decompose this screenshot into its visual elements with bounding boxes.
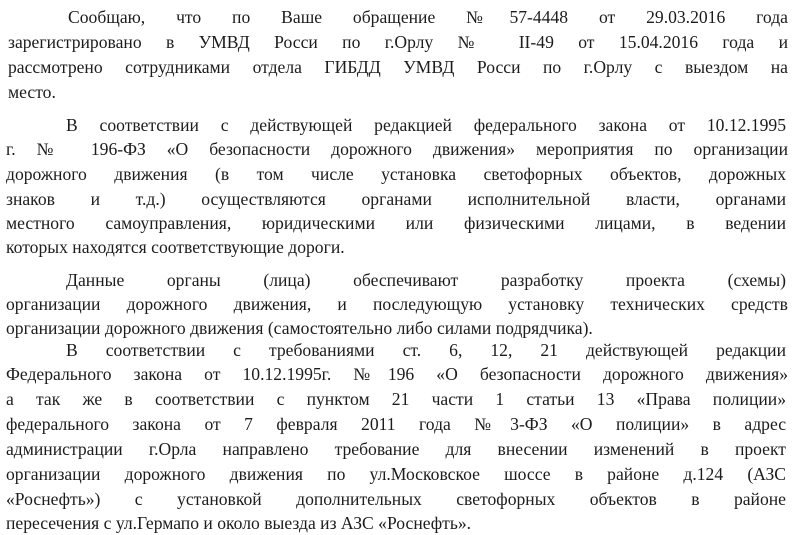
text-line: организации дорожного движения, и последующую установку технических средств <box>6 294 788 314</box>
text-line: г. № 196-ФЗ «О безопасности дорожного движения» мероприятия по организации <box>6 139 788 159</box>
text-line: рассмотрено сотрудниками отдела ГИБДД УМВД Росси по г.Орлу с выездом на <box>8 57 788 77</box>
text-line: Федерального закона от 10.12.1995г. №196 «О безопасности дорожного движения» <box>6 364 788 384</box>
text-line: зарегистрировано в УМВД Росси по г.Орлу № II-49 от 15.04.2016 года и <box>8 32 788 52</box>
text-line: которых находятся соответствующие дороги. <box>6 237 345 257</box>
text-line: администрации г.Орла направлено требование для внесении изменений в проект <box>6 439 786 459</box>
text-line: а так же в соответствии с пунктом 21 части 1 статьи 13 «Права полиции» <box>6 389 786 409</box>
text-line: В соответствии с действующей редакцией федерального закона от 10.12.1995 <box>66 115 786 135</box>
text-line: дорожного движения (в том числе установка светофорных объектов, дорожных <box>6 164 786 184</box>
text-line: организации дорожного движения по ул.Московское шоссе в районе д.124 (АЗС <box>6 464 786 484</box>
text-line: В соответствии с требованиями ст. 6, 12, 21 действующей редакции <box>66 340 786 360</box>
text-line: Сообщаю, что по Ваше обращение №57-4448 от 29.03.2016 года <box>68 7 788 27</box>
text-line: местного самоуправления, юридическими или физическими лицами, в ведении <box>6 213 786 233</box>
text-line: Данные органы (лица) обеспечивают разработку проекта (схемы) <box>66 270 786 290</box>
text-line: «Роснефть») с установкой дополнительных светофорных объектов в районе <box>6 489 786 509</box>
text-line: место. <box>8 82 56 102</box>
text-line: знаков и т.д.) осуществляются органами исполнительной власти, органами <box>6 189 786 209</box>
text-line: федерального закона от 7 февраля 2011 года №3-ФЗ «О полиции» в адрес <box>6 414 786 434</box>
text-line: организации дорожного движения (самостоятельно либо силами подрядчика). <box>6 318 593 338</box>
text-line: пересечения с ул.Гермапо и около выезда из АЗС «Роснефть». <box>6 513 472 533</box>
